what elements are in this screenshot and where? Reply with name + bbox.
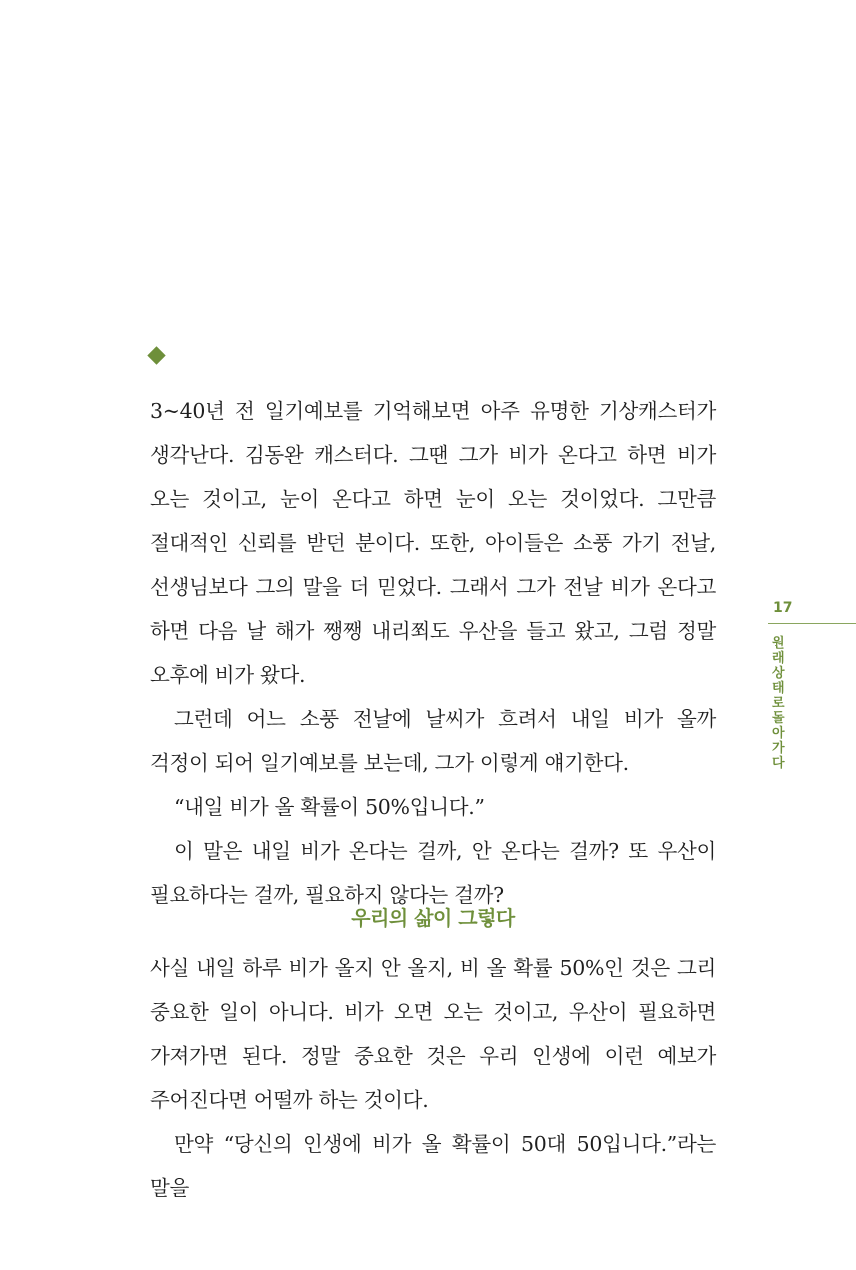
- divider: [768, 623, 856, 624]
- paragraph: 이 말은 내일 비가 온다는 걸까, 안 온다는 걸까? 또 우산이 필요하다는 걸까, 필요하지 않다는 걸까?: [150, 839, 716, 907]
- section-2-body: [150, 946, 716, 1210]
- paragraph: 그런데 어느 소풍 전날에 날씨가 흐려서 내일 비가 올까 걱정이 되어 일기예보를 보는데, 그가 이렇게 얘기한다.: [150, 707, 716, 775]
- chapter-title: 원래상태로돌아가다: [772, 636, 785, 771]
- section-1-body: [150, 389, 716, 917]
- paragraph: 사실 내일 하루 비가 올지 안 올지, 비 올 확률 50%인 것은 그리 중요한 일이 아니다. 비가 오면 오는 것이고, 우산이 필요하면 가져가면 된다. 정말 중요한 것은 우리 인생에 이런 예보가 주어진다면 어떨까 하는 것이다.: [150, 956, 716, 1112]
- paragraph: 3~40년 전 일기예보를 기억해보면 아주 유명한 기상캐스터가 생각난다. 김동완 캐스터다. 그땐 그가 비가 온다고 하면 비가 오는 것이고, 눈이 온다고 하면 눈이 오는 것이었다. 그만큼 절대적인 신뢰를 받던 분이다. 또한, 아이들은 소풍 가기 전날, 선생님보다 그의 말을 더 믿었다. 그래서 그가 전날 비가 온다고 하면 다음 날 해가 쨍쨍 내리쬐도 우산을 들고 왔고, 그럼 정말 오후에 비가 왔다.: [150, 399, 716, 687]
- diamond-bullet-icon: [147, 346, 165, 364]
- page-number: 17: [773, 600, 793, 616]
- section-heading: 우리의 삶이 그렇다: [351, 906, 515, 930]
- paragraph: 만약 “당신의 인생에 비가 올 확률이 50대 50입니다.”라는 말을: [150, 1132, 716, 1200]
- quote-paragraph: “내일 비가 올 확률이 50%입니다.”: [174, 795, 485, 819]
- page-sidebar: [768, 600, 856, 771]
